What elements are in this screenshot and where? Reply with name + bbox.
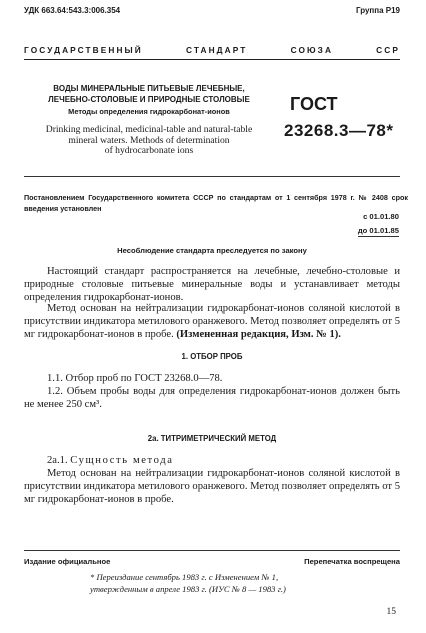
effective-from-date: с 01.01.80: [363, 212, 399, 221]
decree-text: Постановлением Государственного комитета СССР по стандартам от 1 сентября 1978 г. № 2408 срок введения установлен: [24, 193, 408, 213]
footer-rule: [24, 550, 400, 551]
amendment-note: (Измененная редакция, Изм. № 1).: [176, 329, 341, 340]
section-heading-titrimetric: 2а. ТИТРИМЕТРИЧЕСКИЙ МЕТОД: [147, 434, 277, 443]
reissue-note: [90, 571, 400, 595]
title-line-2: ЛЕЧЕБНО-СТОЛОВЫЕ И ПРИРОДНЫЕ СТОЛОВЫЕ: [48, 95, 250, 104]
gost-label: ГОСТ: [290, 94, 338, 114]
reissue-note-line-2: утвержденным в апреле 1983 г. (ИУС № 8 — 1983 г.): [90, 584, 286, 594]
heading-word-state: ГОСУДАРСТВЕННЫЙ: [24, 45, 143, 55]
group-code: Группа Р19: [355, 6, 400, 15]
english-title: [24, 125, 274, 157]
state-standard-heading: [24, 45, 400, 55]
paragraph-2a-1: [24, 454, 400, 467]
official-edition: Издание официальное: [24, 557, 111, 566]
method-text: Метод основан на нейтрализации гидрокарбонат-ионов соляной кислотой в присутствии индикатора метилового оранжевого. Метод позволяет определять от 5 мг гидрокарбонат-ионов в пробе.: [24, 303, 400, 340]
clause-heading: Сущность метода: [70, 455, 174, 466]
paragraph-scope: Настоящий стандарт распространяется на лечебные, лечебно-столовые и природные столовые питьевые минеральные воды и устанавливает методы определения гидрокарбонат-ионов.: [24, 266, 400, 303]
title-line-1: ВОДЫ МИНЕРАЛЬНЫЕ ПИТЬЕВЫЕ ЛЕЧЕБНЫЕ,: [53, 84, 245, 93]
paragraph-1-2: 1.2. Объем пробы воды для определения гидрокарбонат-ионов должен быть не менее 250 см³.: [24, 386, 400, 410]
heading-word-ussr: ССР: [376, 45, 400, 55]
paragraph-method-essence: Метод основан на нейтрализации гидрокарбонат-ионов соляной кислотой в присутствии индикатора метилового оранжевого. Метод позволяет определять от 5 мг гидрокарбонат-ионов в пробе.: [24, 468, 400, 505]
reissue-note-line-1: * Переиздание сентябрь 1983 г. с Изменением № 1,: [90, 572, 279, 582]
english-title-line-3: of hydrocarbonate ions: [104, 145, 194, 156]
paragraph-method: [24, 302, 400, 341]
title-rule: [24, 176, 400, 177]
english-title-line-1: Drinking medicinal, medicinal-table and natural-table: [45, 124, 253, 135]
gost-number: 23268.3—78*: [284, 121, 394, 140]
document-title: [24, 83, 274, 105]
page-number: 15: [386, 607, 396, 617]
english-title-line-2: mineral waters. Methods of determination: [68, 134, 230, 146]
legal-warning: Несоблюдение стандарта преследуется по закону: [117, 246, 307, 255]
reprint-forbidden: Перепечатка воспрещена: [304, 557, 400, 566]
document-subtitle: Методы определения гидрокарбонат-ионов: [68, 107, 230, 116]
effective-to-date: до 01.01.85: [357, 226, 399, 235]
heading-word-standard: СТАНДАРТ: [185, 45, 248, 55]
heading-word-union: СОЮЗА: [290, 45, 334, 55]
clause-number: 2а.1.: [47, 455, 68, 466]
section-heading-sampling: 1. ОТБОР ПРОБ: [181, 352, 243, 361]
heading-rule: [24, 59, 400, 60]
paragraph-1-1: 1.1. Отбор проб по ГОСТ 23268.0—78.: [47, 373, 223, 384]
udk-code: УДК 663.64:543.3:006.354: [24, 6, 121, 15]
